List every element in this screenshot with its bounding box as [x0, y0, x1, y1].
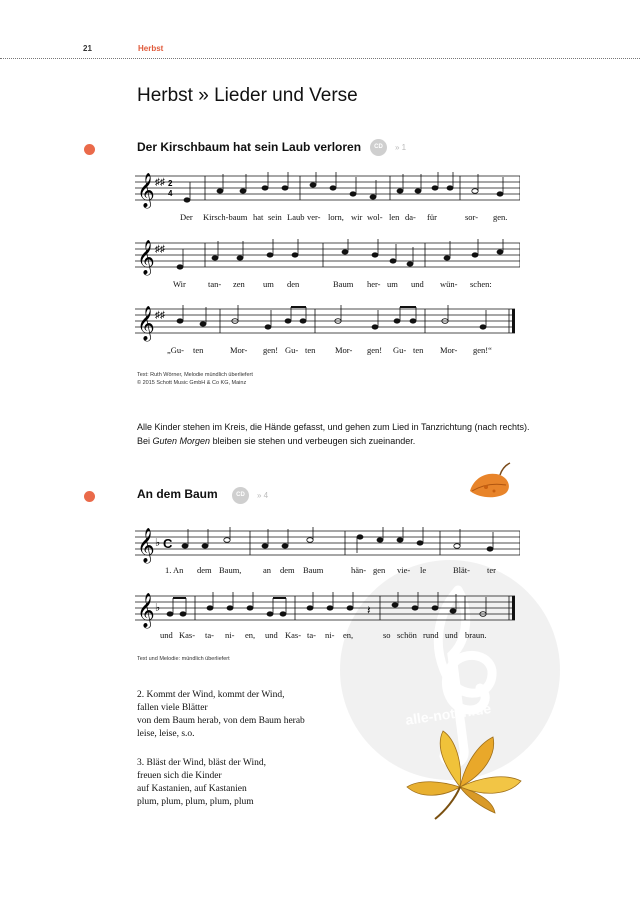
svg-text:♯♯: ♯♯ [155, 177, 165, 188]
lyric-syllable: schen: [470, 279, 492, 289]
svg-text:C: C [163, 536, 173, 551]
lyric-syllable: Wir [173, 279, 186, 289]
song-bullet [84, 144, 95, 155]
svg-text:♭: ♭ [155, 537, 161, 549]
lyric-syllable: Mor- [440, 345, 458, 355]
lyric-syllable: um [387, 279, 398, 289]
lyric-syllable: den [287, 279, 300, 289]
cd-icon: CD [370, 139, 387, 156]
song-bullet [84, 491, 95, 502]
lyric-syllable: Baum [303, 565, 324, 575]
svg-text:4: 4 [168, 189, 173, 198]
lyric-syllable: wün- [440, 279, 458, 289]
lyric-syllable: sein [268, 212, 282, 222]
lyric-syllable: und [160, 630, 173, 640]
lyric-syllable: braun. [465, 630, 487, 640]
svg-text:2: 2 [168, 179, 173, 188]
music-staff [135, 592, 520, 652]
lyric-syllable: so [383, 630, 391, 640]
verse-2: 2. Kommt der Wind, kommt der Wind, fallen viele Blätter von dem Baum herab, von dem Baum herab leise, leise, s.o. [137, 690, 305, 739]
lyric-syllable: dem [197, 565, 212, 575]
lyric-syllable: ver- [307, 212, 321, 222]
page-number: 21 [83, 44, 92, 53]
lyric-syllable: hat [253, 212, 264, 222]
lyric-syllable: Baum, [219, 565, 242, 575]
lyric-syllable: en, [245, 630, 256, 640]
lyric-syllable: 1. An [165, 565, 184, 575]
running-header: Herbst [138, 44, 164, 53]
lyric-syllable: gen! [263, 345, 279, 355]
page-title: Herbst » Lieder und Verse [137, 85, 358, 106]
lyric-syllable: len [389, 212, 400, 222]
lyric-syllable: um [263, 279, 274, 289]
svg-text:𝄞: 𝄞 [137, 173, 155, 208]
header-divider [0, 58, 640, 59]
song-title: An dem Baum [137, 487, 218, 501]
lyric-syllable: tan- [208, 279, 222, 289]
svg-text:𝄞: 𝄞 [137, 240, 155, 275]
lyric-syllable: Mor- [230, 345, 248, 355]
music-staff [135, 305, 520, 365]
autumn-leaf-icon [466, 461, 514, 506]
lyric-syllable: Laub [287, 212, 305, 222]
song-credits: Text und Melodie: mündlich überliefert [137, 656, 230, 662]
lyric-syllable: Blät- [453, 565, 470, 575]
lyric-syllable: ta- [205, 630, 214, 640]
lyric-syllable: an [263, 565, 272, 575]
lyric-syllable: ten [413, 345, 424, 355]
lyric-syllable: rund [423, 630, 439, 640]
lyric-syllable: „Gu- [167, 345, 184, 355]
lyric-syllable: da- [405, 212, 416, 222]
music-staff [135, 239, 520, 299]
track-number: » 4 [257, 491, 269, 500]
lyric-syllable: Gu- [285, 345, 299, 355]
lyric-syllable: Kas- [179, 630, 196, 640]
lyric-syllable: sor- [465, 212, 479, 222]
lyric-syllable: und [411, 279, 424, 289]
lyric-syllable: wol- [367, 212, 383, 222]
lyric-syllable: ni- [225, 630, 235, 640]
lyric-syllable: gen! [367, 345, 383, 355]
lyric-syllable: ta- [307, 630, 316, 640]
lyric-syllable: Kirsch-baum [203, 212, 248, 222]
lyric-syllable: Gu- [393, 345, 407, 355]
svg-text:♯♯: ♯♯ [155, 244, 165, 255]
rest-icon: 𝄽 [367, 603, 371, 617]
svg-text:𝄞: 𝄞 [137, 306, 155, 341]
svg-text:♯♯: ♯♯ [155, 310, 165, 321]
music-staff [135, 527, 520, 587]
lyric-syllable: her- [367, 279, 381, 289]
lyric-syllable: gen [373, 565, 386, 575]
song-title: Der Kirschbaum hat sein Laub verloren [137, 140, 362, 154]
lyric-syllable: wir [351, 212, 363, 222]
svg-text:𝄞: 𝄞 [137, 528, 155, 563]
lyric-syllable: dem [280, 565, 295, 575]
lyric-syllable: vie- [397, 565, 411, 575]
verse-3: 3. Bläst der Wind, bläst der Wind, freuen sich die Kinder auf Kastanien, auf Kastanien plum, plum, plum, plum, plum [137, 758, 266, 807]
lyric-syllable: ten [305, 345, 316, 355]
lyric-syllable: Mor- [335, 345, 353, 355]
lyric-syllable: en, [343, 630, 354, 640]
music-staff [135, 172, 520, 232]
cd-icon: CD [232, 487, 249, 504]
lyric-syllable: lorn, [328, 212, 344, 222]
lyric-syllable: zen [233, 279, 245, 289]
instruction-paragraph: Alle Kinder stehen im Kreis, die Hände gefasst, und gehen zum Lied in Tanzrichtung (nach rechts). Bei Guten Morgen bleiben sie stehen und verbeugen sich zueinander. [137, 422, 530, 446]
svg-text:𝄞: 𝄞 [137, 593, 155, 628]
track-number: » 1 [395, 143, 407, 152]
lyric-syllable: Baum [333, 279, 354, 289]
lyric-syllable: ni- [325, 630, 335, 640]
svg-text:♭: ♭ [155, 602, 161, 614]
lyric-syllable: Kas- [285, 630, 302, 640]
lyric-syllable: ter [487, 565, 496, 575]
lyric-syllable: hän- [351, 565, 367, 575]
lyric-syllable: ten [193, 345, 204, 355]
lyric-syllable: und [445, 630, 458, 640]
watermark-text: alle-noten.de [404, 700, 493, 728]
lyric-syllable: gen. [493, 212, 508, 222]
lyric-syllable: für [427, 212, 437, 222]
chestnut-leaf-icon [405, 727, 525, 827]
lyric-syllable: Der [180, 212, 193, 222]
lyric-syllable: le [420, 565, 427, 575]
lyric-syllable: schön [397, 630, 417, 640]
lyric-syllable: gen!“ [473, 345, 492, 355]
lyric-syllable: und [265, 630, 278, 640]
song-credits: Text: Ruth Wörner, Melodie mündlich überliefert © 2015 Schott Music GmbH & Co KG, Mainz [137, 372, 253, 386]
